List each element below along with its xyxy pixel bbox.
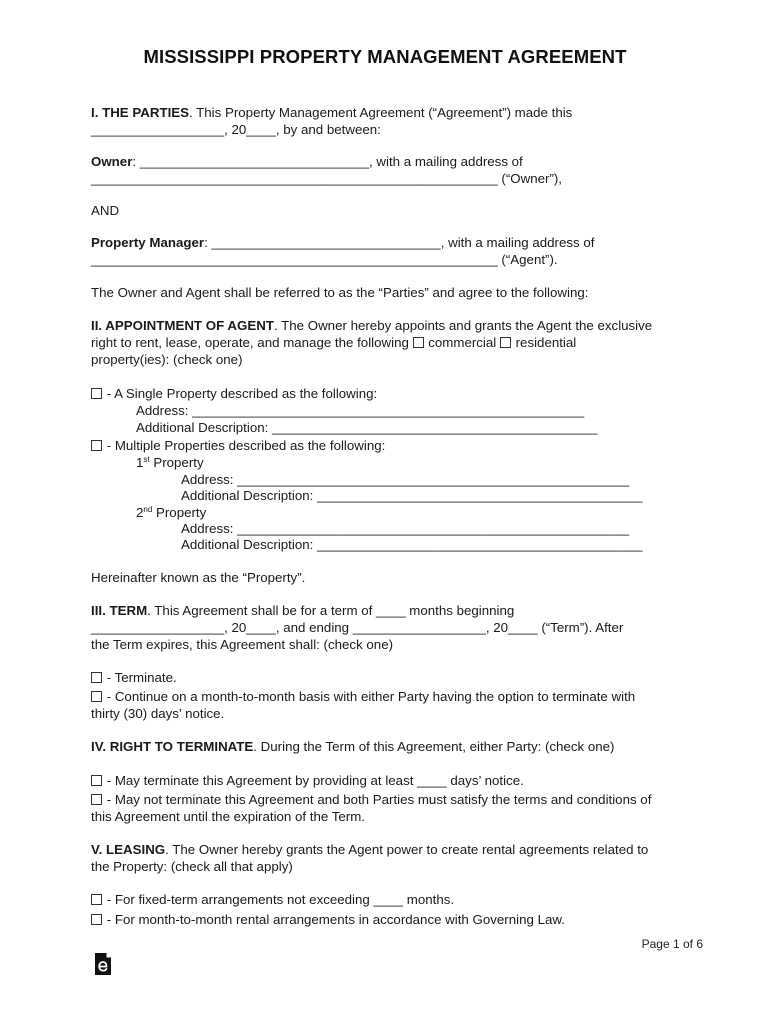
leasing-heading: V. LEASING [91, 842, 166, 857]
single-address-field[interactable]: Address: _____________________________________________________ [136, 403, 585, 418]
continue-option [91, 688, 635, 705]
fixed-term-label: - For fixed-term arrangements not exceeding ____ months. [103, 892, 455, 907]
owner-line [91, 153, 523, 170]
may-not-terminate-option [91, 791, 651, 808]
may-not-terminate-checkbox[interactable] [91, 794, 102, 805]
leasing-text: . The Owner hereby grants the Agent power to create rental agreements related to [165, 842, 649, 857]
residential-checkbox[interactable] [500, 337, 511, 348]
term-heading: III. TERM [91, 603, 148, 618]
continue-label: - Continue on a month-to-month basis with either Party having the option to terminate with [103, 689, 636, 704]
continue-checkbox[interactable] [91, 691, 102, 702]
first-property-text: Property [149, 455, 204, 470]
parties-refer-text: The Owner and Agent shall be referred to as the “Parties” and agree to the following: [91, 285, 589, 300]
first-additional-field[interactable]: Additional Description: ____________________________________________ [181, 488, 643, 503]
document-title: MISSISSIPPI PROPERTY MANAGEMENT AGREEMENT [143, 46, 627, 67]
appointment-line-3: property(ies): (check one) [91, 352, 243, 367]
term-text: . This Agreement shall be for a term of ____ months beginning [147, 603, 515, 618]
may-terminate-checkbox[interactable] [91, 775, 102, 786]
term-expires-line: the Term expires, this Agreement shall: (check one) [91, 637, 394, 652]
single-property-option [91, 385, 377, 402]
right-terminate-line [91, 738, 614, 755]
manager-address-line: _______________________________________________________ (“Agent”). [91, 252, 558, 267]
may-not-terminate-label: - May not terminate this Agreement and both Parties must satisfy the terms and conditions of [103, 792, 652, 807]
manager-line [91, 234, 594, 251]
multiple-property-label: - Multiple Properties described as the following: [103, 438, 386, 453]
terminate-label: - Terminate. [103, 670, 177, 685]
manager-label: Property Manager [91, 235, 205, 250]
parties-date-line: __________________, 20____, by and between: [91, 122, 381, 137]
hereinafter-text: Hereinafter known as the “Property”. [91, 570, 306, 585]
single-additional-field[interactable]: Additional Description: ____________________________________________ [136, 420, 598, 435]
second-property-text: Property [152, 505, 207, 520]
owner-label: Owner [91, 154, 133, 169]
parties-paragraph-line [91, 104, 572, 121]
leasing-line [91, 841, 648, 858]
appointment-heading: II. APPOINTMENT OF AGENT [91, 318, 274, 333]
eforms-logo-icon [93, 952, 113, 976]
continue-label-cont: thirty (30) days’ notice. [91, 706, 225, 721]
first-property-suffix: st [143, 455, 150, 464]
single-property-label: - A Single Property described as the following: [103, 386, 378, 401]
month-to-month-label: - For month-to-month rental arrangements in accordance with Governing Law. [103, 912, 565, 927]
terminate-option [91, 669, 177, 686]
owner-text: : _______________________________, with a mailing address of [132, 154, 523, 169]
terminate-checkbox[interactable] [91, 672, 102, 683]
owner-address-line: _______________________________________________________ (“Owner”), [91, 171, 562, 186]
term-line [91, 602, 514, 619]
parties-heading: I. THE PARTIES [91, 105, 190, 120]
fixed-term-checkbox[interactable] [91, 894, 102, 905]
manager-text: : _______________________________, with a mailing address of [204, 235, 595, 250]
appointment-text: . The Owner hereby appoints and grants the Agent the exclusive [273, 318, 653, 333]
page-number: Page 1 of 6 [641, 937, 703, 951]
second-property-number: 2 [136, 505, 144, 520]
may-terminate-label: - May terminate this Agreement by providing at least ____ days’ notice. [103, 773, 524, 788]
leasing-line-2: the Property: (check all that apply) [91, 859, 293, 874]
multiple-property-checkbox[interactable] [91, 440, 102, 451]
first-address-field[interactable]: Address: _____________________________________________________ [181, 472, 630, 487]
parties-text: . This Property Management Agreement (“Agreement”) made this [189, 105, 573, 120]
fixed-term-option [91, 891, 454, 908]
month-to-month-checkbox[interactable] [91, 914, 102, 925]
second-property-suffix: nd [143, 505, 153, 514]
single-property-checkbox[interactable] [91, 388, 102, 399]
first-property-label [136, 454, 204, 471]
commercial-checkbox[interactable] [413, 337, 424, 348]
second-address-field[interactable]: Address: _____________________________________________________ [181, 521, 630, 536]
term-dates-line: __________________, 20____, and ending __________________, 20____ (“Term”). After [91, 620, 624, 635]
multiple-property-option [91, 437, 385, 454]
first-property-number: 1 [136, 455, 144, 470]
may-terminate-option [91, 772, 524, 789]
second-additional-field[interactable]: Additional Description: ____________________________________________ [181, 537, 643, 552]
commercial-label: commercial [424, 335, 500, 350]
second-property-label [136, 504, 206, 521]
residential-label: residential [511, 335, 577, 350]
month-to-month-option [91, 911, 565, 928]
appointment-line-2 [91, 334, 576, 351]
appointment-line [91, 317, 652, 334]
right-terminate-heading: IV. RIGHT TO TERMINATE [91, 739, 254, 754]
and-text: AND [91, 203, 120, 218]
right-terminate-text: . During the Term of this Agreement, either Party: (check one) [253, 739, 615, 754]
may-not-terminate-cont: this Agreement until the expiration of the Term. [91, 809, 365, 824]
appointment-text-2: right to rent, lease, operate, and manage the following [91, 335, 413, 350]
